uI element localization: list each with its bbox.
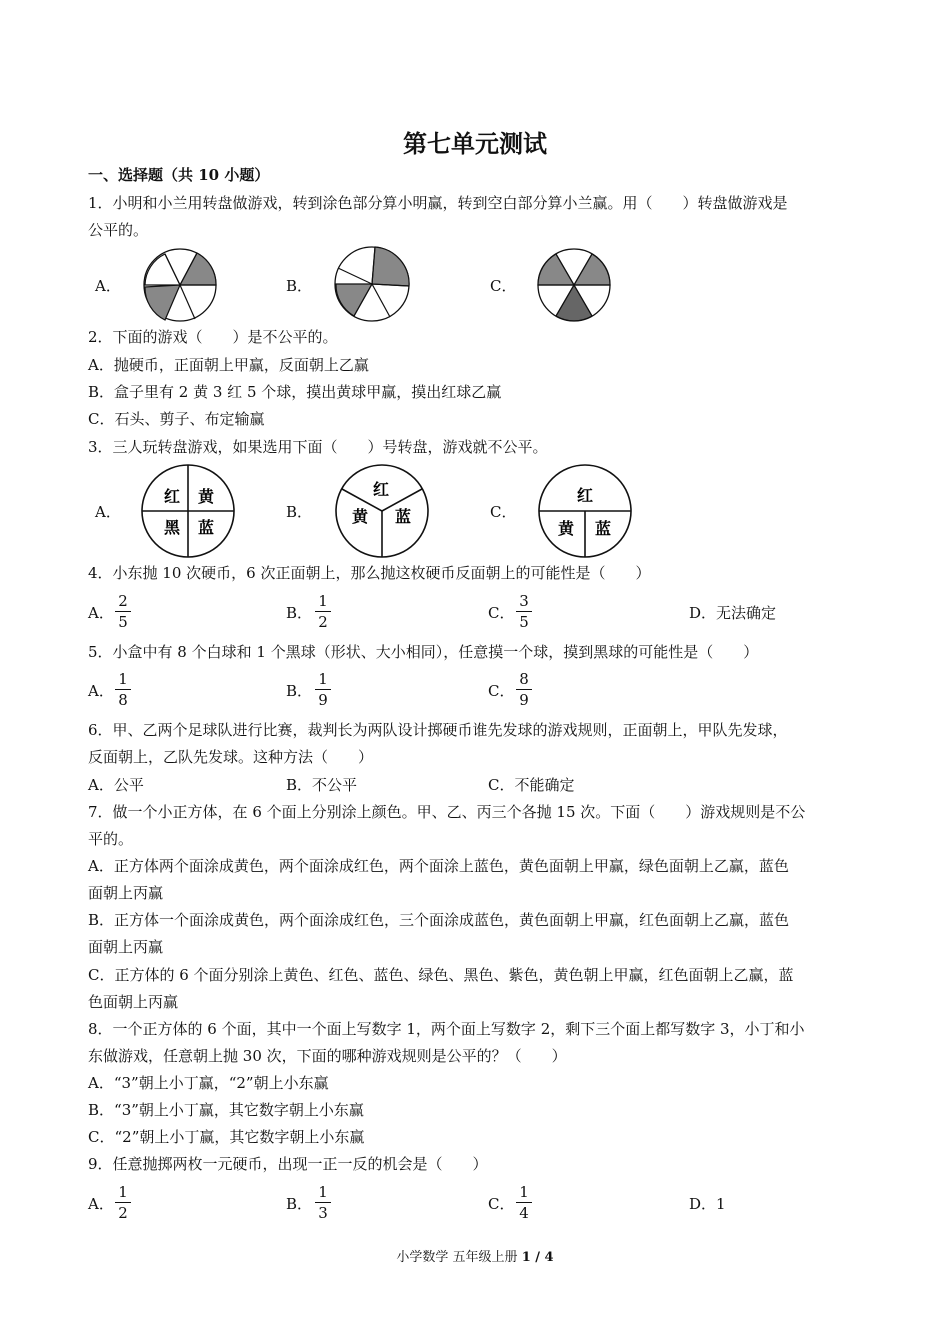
q3-wheel-b-red: 红: [372, 480, 390, 499]
q9-option-c-label: C．: [488, 1195, 515, 1213]
q9-option-a-fraction: [113, 1183, 133, 1222]
q6-option-c: C．不能确定: [488, 776, 575, 794]
fraction-numerator: 3: [519, 592, 529, 610]
q1-spinner-c: [535, 247, 615, 323]
q7-option-b-line1: B．正方体一个面涂成黄色，两个面涂成红色，三个面涂成蓝色，黄色面朝上甲赢，红色面朝上乙赢，蓝色: [88, 911, 790, 929]
q9-option-a-label: A．: [88, 1195, 114, 1213]
q7-option-a-line2: 面朝上丙赢: [88, 884, 164, 902]
fraction-numerator: 1: [519, 1183, 529, 1201]
q3-wheel-a-black: 黑: [163, 518, 181, 537]
fraction-numerator: 1: [318, 592, 328, 610]
q5-option-a-label: A．: [88, 682, 114, 700]
q2-option-b: B．盒子里有 2 黄 3 红 5 个球，摸出黄球甲赢，摸出红球乙赢: [88, 383, 502, 401]
fraction-denominator: 3: [318, 1204, 328, 1222]
fraction-denominator: 2: [318, 613, 328, 631]
fraction-numerator: 1: [318, 1183, 328, 1201]
fraction-numerator: 2: [118, 592, 128, 610]
fraction-denominator: 4: [519, 1204, 529, 1222]
q3-wheel-c-blue: 蓝: [594, 519, 612, 538]
q7-option-c-line1: C．正方体的 6 个面分别涂上黄色、红色、蓝色、绿色、黑色、紫色，黄色朝上甲赢，红色面朝上乙赢，蓝: [88, 966, 794, 984]
q3-wheel-c-yellow: 黄: [557, 519, 575, 538]
q5-stem: 5．小盒中有 8 个白球和 1 个黑球（形状、大小相同），任意摸一个球，摸到黑球的可能性是（ ）: [88, 643, 759, 661]
q4-option-d: D．无法确定: [689, 604, 777, 622]
q4-stem: 4．小东抛 10 次硬币，6 次正面朝上，那么抛这枚硬币反面朝上的可能性是（ ）: [88, 564, 651, 582]
q3-stem: 3．三人玩转盘游戏，如果选用下面（ ）号转盘，游戏就不公平。: [88, 438, 548, 456]
q1-option-b-label: B．: [286, 277, 313, 295]
q1-spinner-b: [332, 244, 412, 324]
fraction-denominator: 2: [118, 1204, 128, 1222]
q4-option-c-label: C．: [488, 604, 515, 622]
fraction-numerator: 1: [118, 1183, 128, 1201]
q8-option-a: A．“3”朝上小丁赢，“2”朝上小东赢: [88, 1074, 329, 1092]
q5-option-c-label: C．: [488, 682, 515, 700]
q4-option-c-fraction: [514, 592, 534, 631]
q7-option-c-line2: 色面朝上丙赢: [88, 993, 179, 1011]
fraction-denominator: 9: [318, 691, 328, 709]
fraction-numerator: 1: [118, 670, 128, 688]
q1-spinner-a: [141, 247, 221, 323]
q3-wheel-b-blue: 蓝: [394, 507, 412, 526]
q9-option-d: D．1: [689, 1195, 726, 1213]
q5-option-c-fraction: [514, 670, 534, 709]
page-number: 1 / 4: [521, 1250, 554, 1265]
q5-option-b-fraction: [313, 670, 333, 709]
q8-option-c: C．“2”朝上小丁赢，其它数字朝上小东赢: [88, 1128, 365, 1146]
q3-wheel-b-yellow: 黄: [351, 507, 369, 526]
fraction-denominator: 5: [519, 613, 529, 631]
q6-option-a: A．公平: [88, 776, 144, 794]
q3-wheel-a-red: 红: [163, 487, 181, 506]
q3-wheel-a-blue: 蓝: [197, 518, 215, 537]
q7-stem-line2: 平的。: [88, 830, 134, 848]
q3-wheel-b: [333, 462, 431, 560]
q1-stem-line2: 公平的。: [88, 221, 149, 239]
q3-option-b-label: B．: [286, 503, 313, 521]
fraction-numerator: 8: [519, 670, 529, 688]
q4-option-a-label: A．: [88, 604, 114, 622]
q3-wheel-a-yellow: 黄: [197, 487, 215, 506]
q3-option-c-label: C．: [490, 503, 517, 521]
q7-stem-line1: 7．做一个小正方体，在 6 个面上分别涂上颜色。甲、乙、丙三个各抛 15 次。下面（ ）游戏规则是不公: [88, 803, 806, 821]
q3-option-a-label: A．: [95, 503, 121, 521]
q8-stem-line1: 8．一个正方体的 6 个面，其中一个面上写数字 1，两个面上写数字 2，剩下三个面上都写数字 3，小丁和小: [88, 1020, 805, 1038]
q2-stem: 2．下面的游戏（ ）是不公平的。: [88, 328, 338, 346]
q1-option-c-label: C．: [490, 277, 517, 295]
section-heading: 一、选择题（共 10 小题）: [88, 166, 270, 184]
q7-option-b-line2: 面朝上丙赢: [88, 938, 164, 956]
q9-stem: 9．任意抛掷两枚一元硬币，出现一正一反的机会是（ ）: [88, 1155, 488, 1173]
footer-text: 小学数学 五年级上册: [396, 1250, 518, 1265]
fraction-denominator: 5: [118, 613, 128, 631]
q9-option-b-label: B．: [286, 1195, 313, 1213]
q7-option-a-line1: A．正方体两个面涂成黄色，两个面涂成红色，两个面涂上蓝色，黄色面朝上甲赢，绿色面朝上乙赢，蓝色: [88, 857, 789, 875]
q8-option-b: B．“3”朝上小丁赢，其它数字朝上小东赢: [88, 1101, 364, 1119]
q3-wheel-a: [140, 463, 236, 559]
q8-stem-line2: 东做游戏，任意朝上抛 30 次，下面的哪种游戏规则是公平的？（ ）: [88, 1047, 567, 1065]
page-footer: [0, 1246, 950, 1265]
q6-option-b: B．不公平: [286, 776, 358, 794]
q1-stem-line1: 1．小明和小兰用转盘做游戏，转到涂色部分算小明赢，转到空白部分算小兰赢。用（ ）转盘做游戏是: [88, 194, 788, 212]
q6-stem-line1: 6．甲、乙两个足球队进行比赛，裁判长为两队设计掷硬币谁先发球的游戏规则，正面朝上，甲队先发球，: [88, 721, 788, 739]
q3-wheel-c-red: 红: [576, 486, 594, 505]
fraction-numerator: 1: [318, 670, 328, 688]
q9-option-b-fraction: [313, 1183, 333, 1222]
q2-option-c: C．石头、剪子、布定输赢: [88, 410, 265, 428]
q4-option-a-fraction: [113, 592, 133, 631]
q2-option-a: A．抛硬币，正面朝上甲赢，反面朝上乙赢: [88, 356, 369, 374]
q5-option-b-label: B．: [286, 682, 313, 700]
q1-option-a-label: A．: [95, 277, 121, 295]
q9-option-c-fraction: [514, 1183, 534, 1222]
page-title: 第七单元测试: [403, 129, 547, 158]
fraction-denominator: 9: [519, 691, 529, 709]
fraction-denominator: 8: [118, 691, 128, 709]
q4-option-b-fraction: [313, 592, 333, 631]
q4-option-b-label: B．: [286, 604, 313, 622]
q5-option-a-fraction: [113, 670, 133, 709]
q6-stem-line2: 反面朝上，乙队先发球。这种方法（ ）: [88, 748, 374, 766]
q3-wheel-c: [537, 463, 633, 559]
